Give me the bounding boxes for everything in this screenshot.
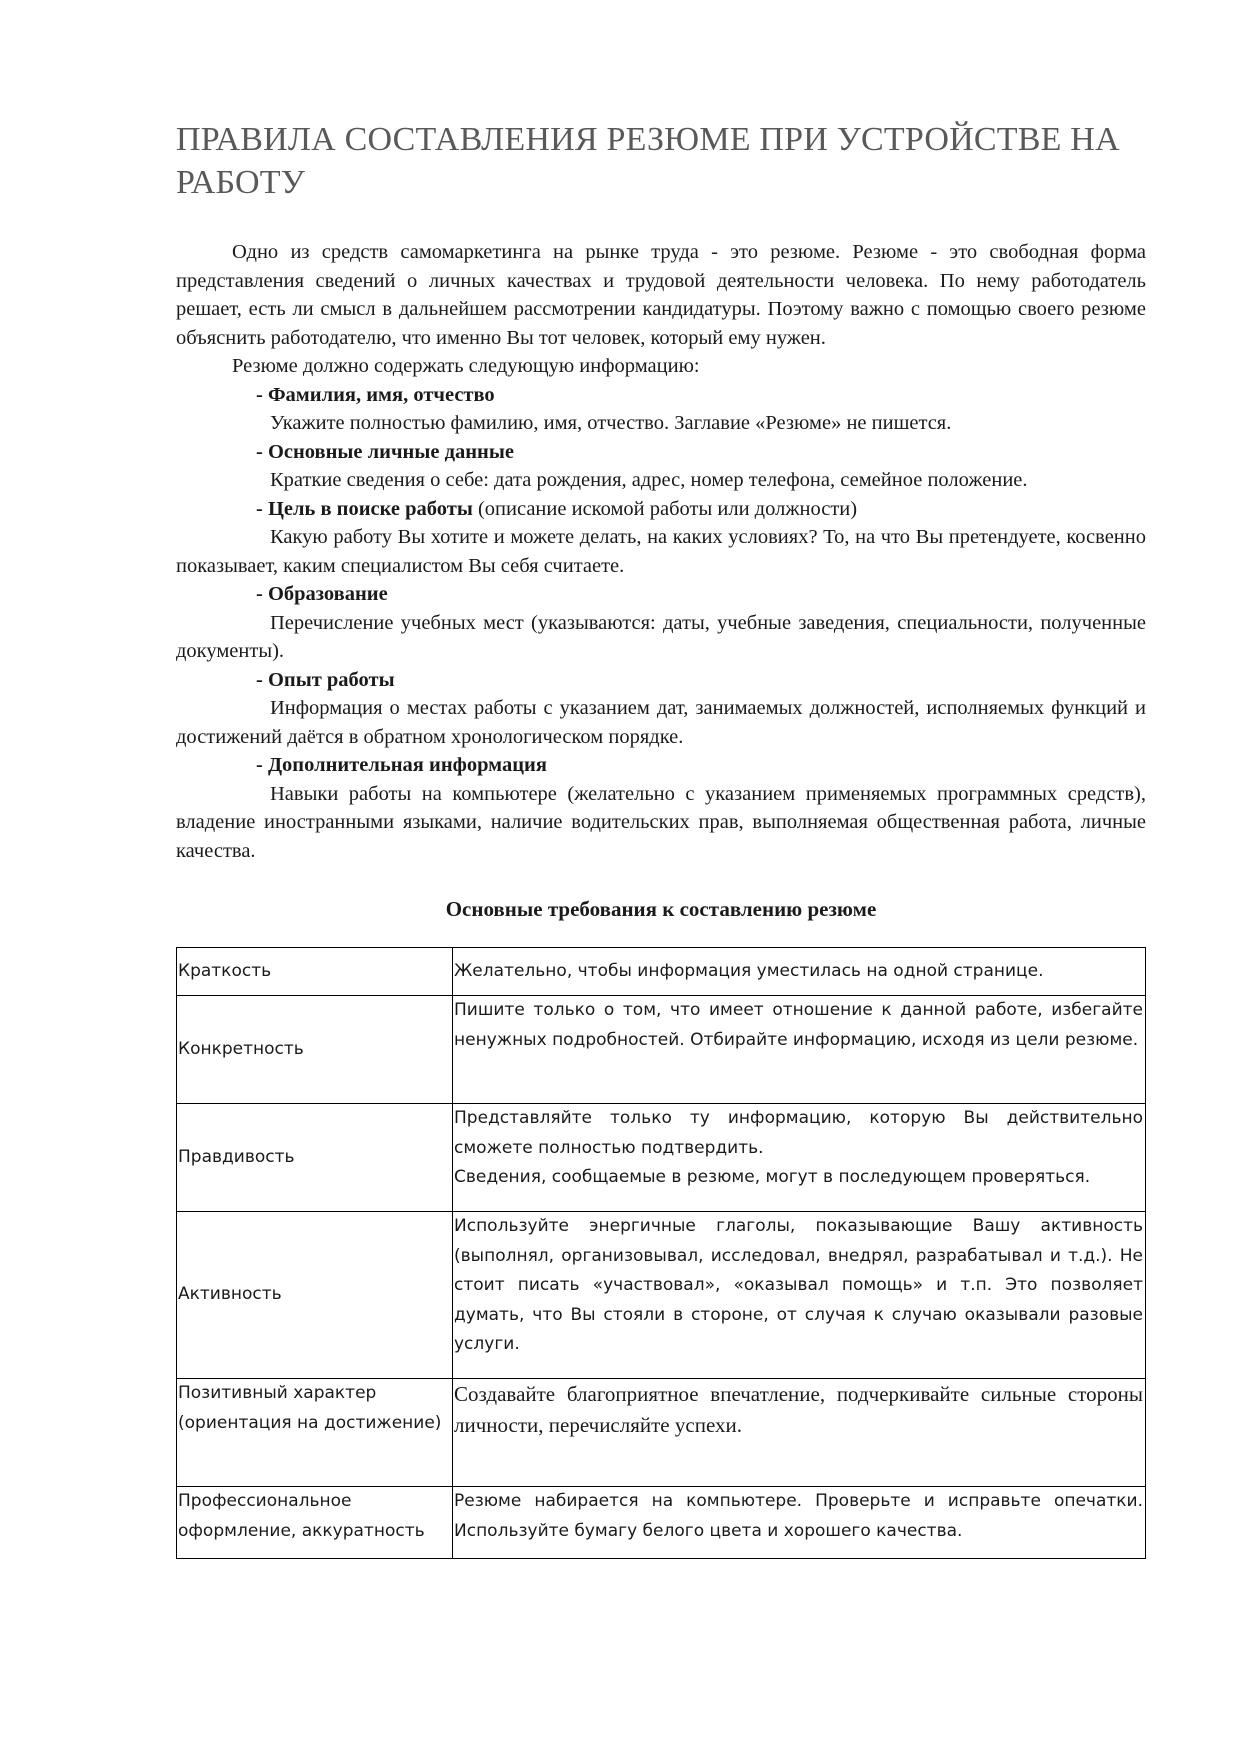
table-row [177, 996, 1146, 1104]
requirement-description: Резюме набирается на компьютере. Проверьте и исправьте опечатки. Используйте бумагу белого цвета и хорошего качества. [453, 1487, 1146, 1559]
requirement-description: Создавайте благоприятное впечатление, подчеркивайте сильные стороны личности, перечисляйте успехи. [453, 1379, 1146, 1487]
section-heading: - Дополнительная информация [256, 754, 547, 776]
table-row [177, 1487, 1146, 1559]
section-heading: - Фамилия, имя, отчество [256, 383, 495, 406]
section-text: Навыки работы на компьютере (желательно с указанием применяемых программных средств), владение иностранными языками, наличие водительских прав, выполняемая общественная работа, личные качества. [176, 782, 1146, 862]
resume-section-item [176, 580, 1146, 666]
requirement-description: Используйте энергичные глаголы, показывающие Вашу активность (выполнял, организовывал, исследовал, внедрял, разрабатывал и т.д.). Не стоит писать «участвовал», «оказывал помощь» и т.п. Это позволяет думать, что Вы стояли в стороне, от случая к случаю оказывали разовые услуги. [453, 1212, 1146, 1379]
requirement-name: Активность [177, 1212, 453, 1379]
section-heading: - Образование [256, 583, 388, 605]
table-title: Основные требования к составлению резюме [445, 897, 877, 921]
section-text: Информация о местах работы с указанием дат, занимаемых должностей, исполняемых функций и достижений даётся в обратном хронологическом порядке. [176, 697, 1146, 748]
section-heading-note: (описание искомой работы или должности) [472, 497, 858, 520]
resume-section-item [176, 751, 1146, 865]
table-row [177, 1379, 1146, 1487]
section-text: Укажите полностью фамилию, имя, отчество. Заглавие «Резюме» не пишется. [270, 412, 952, 434]
requirement-name: Краткость [177, 948, 453, 996]
resume-section-item [176, 666, 1146, 752]
section-heading: - Опыт работы [256, 668, 395, 691]
section-heading: - Основные личные данные [256, 440, 514, 463]
table-row [177, 1104, 1146, 1212]
document-body [176, 238, 1146, 865]
section-text: Какую работу Вы хотите и можете делать, на каких условиях? То, на что Вы претендуете, косвенно показывает, каким специалистом Вы себя считаете. [176, 526, 1146, 577]
document-page [176, 118, 1146, 1559]
requirement-description: Пишите только о том, что имеет отношение к данной работе, избегайте ненужных подробностей. Отбирайте информацию, исходя из цели резюме. [453, 996, 1146, 1104]
resume-section-item [176, 495, 1146, 581]
requirement-name: Позитивный характер (ориентация на достижение) [177, 1379, 453, 1487]
section-text: Перечисление учебных мест (указываются: даты, учебные заведения, специальности, полученные документы). [176, 611, 1146, 662]
requirements-table [176, 947, 1146, 1559]
intro-paragraph: Одно из средств самомаркетинга на рынке труда - это резюме. Резюме - это свободная форма представления сведений о личных качествах и трудовой деятельности человека. По нему работодатель решает, есть ли смысл в дальнейшем рассмотрении кандидатуры. Поэтому важно с помощью своего резюме объяснить работодателю, что именно Вы тот человек, который ему нужен. [176, 241, 1146, 349]
section-heading: - Цель в поиске работы [256, 497, 473, 520]
requirement-name: Профессиональное оформление, аккуратность [177, 1487, 453, 1559]
table-row [177, 948, 1146, 996]
resume-section-item [176, 438, 1146, 495]
table-row [177, 1212, 1146, 1379]
lead-paragraph: Резюме должно содержать следующую информацию: [232, 355, 700, 377]
page-title: ПРАВИЛА СОСТАВЛЕНИЯ РЕЗЮМЕ ПРИ УСТРОЙСТВЕ НА РАБОТУ [176, 121, 1120, 201]
requirement-name: Конкретность [177, 996, 453, 1104]
section-text: Краткие сведения о себе: дата рождения, адрес, номер телефона, семейное положение. [270, 469, 1028, 491]
resume-section-item [176, 381, 1146, 438]
requirement-description: Представляйте только ту информацию, которую Вы действительно сможете полностью подтвердить. Сведения, сообщаемые в резюме, могут в последующем проверяться. [453, 1104, 1146, 1212]
requirement-name: Правдивость [177, 1104, 453, 1212]
requirement-description: Желательно, чтобы информация уместилась на одной странице. [453, 948, 1146, 996]
